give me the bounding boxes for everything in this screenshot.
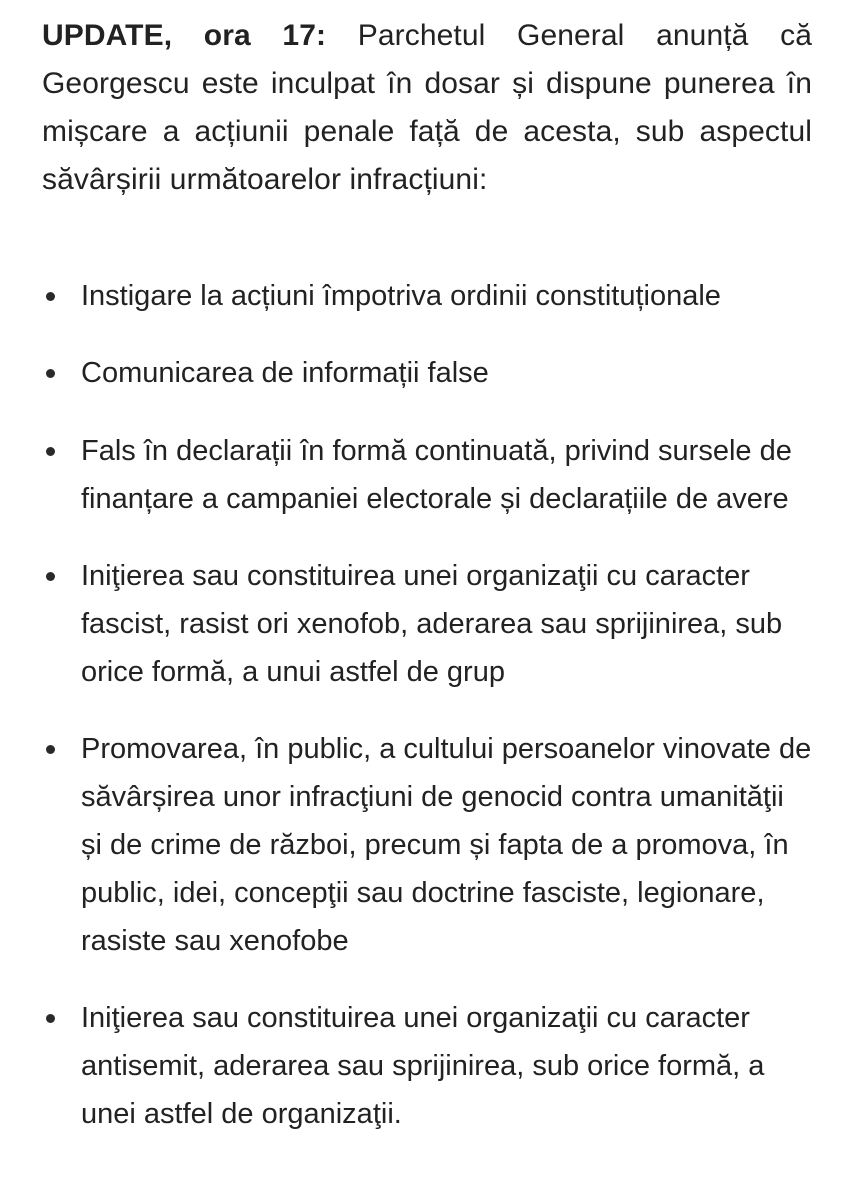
offense-list — [42, 272, 812, 1138]
list-item — [42, 994, 812, 1138]
offense-text: Instigare la acțiuni împotriva ordinii constituționale — [81, 280, 721, 312]
offense-text: Promovarea, în public, a cultului persoanelor vinovate de săvârșirea unor infracţiuni de genocid contra umanităţii și de crime de război, precum și fapta de a promova, în public, idei, concepţii sau doctrine fasciste, legionare, rasiste sau xenofobe — [81, 733, 812, 957]
bullet-icon — [46, 572, 55, 581]
list-item — [42, 349, 812, 397]
bullet-icon — [46, 447, 55, 456]
list-item — [42, 725, 812, 965]
offense-text: Fals în declarații în formă continuată, privind sursele de finanțare a campaniei electorale și declarațiile de avere — [81, 435, 792, 515]
offense-text: Iniţierea sau constituirea unei organizaţii cu caracter fascist, rasist ori xenofob, aderarea sau sprijinirea, sub orice formă, a unui astfel de grup — [81, 560, 783, 688]
bullet-icon — [46, 745, 55, 754]
update-text: Parchetul General anunță că Georgescu este inculpat în dosar și dispune punerea în mișcare a acțiunii penale față de acesta, sub aspectul săvârșirii următoarelor infracțiuni: — [42, 19, 812, 196]
bullet-icon — [46, 292, 55, 301]
offense-text: Iniţierea sau constituirea unei organizaţii cu caracter antisemit, aderarea sau sprijinirea, sub orice formă, a unei astfel de organizaţii. — [81, 1002, 765, 1130]
list-item — [42, 427, 812, 523]
offense-text: Comunicarea de informații false — [81, 357, 489, 389]
update-label: UPDATE, ora 17: — [42, 19, 327, 52]
list-item — [42, 552, 812, 696]
bullet-icon — [46, 369, 55, 378]
list-item — [42, 272, 812, 320]
update-paragraph — [42, 12, 812, 204]
bullet-icon — [46, 1014, 55, 1023]
